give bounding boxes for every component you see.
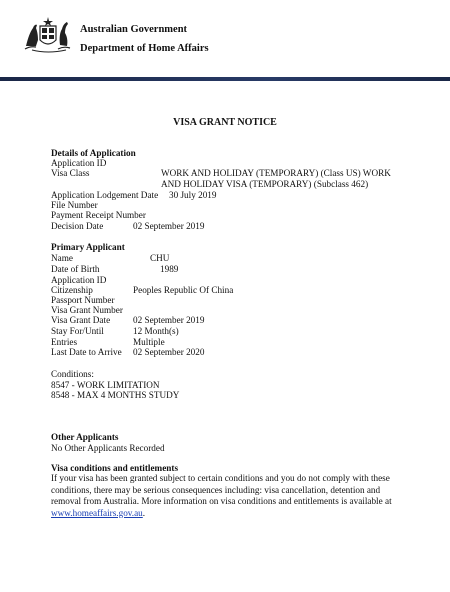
condition-item: 8548 - MAX 4 MONTHS STUDY [51,390,180,400]
decision-date-value: 02 September 2019 [133,221,205,231]
coat-of-arms-logo [22,16,74,54]
header-band [0,77,450,81]
visa-grant-date-value: 02 September 2019 [133,315,205,325]
lodgement-date-value: 30 July 2019 [169,190,217,200]
file-number-label: File Number [51,200,98,210]
citizenship-label: Citizenship [51,285,93,295]
details-heading: Details of Application [51,148,136,158]
dob-value: 1989 [160,264,179,274]
entitlements-text: If your visa has been granted subject to certain conditions and you do not comply with these conditions, there may be serious consequences including: visa cancellation, detention and removal from Australia. More information on visa conditions and entitlements is available at [51,473,392,506]
payment-receipt-label: Payment Receipt Number [51,210,146,220]
name-label: Name [51,253,73,263]
page-title: VISA GRANT NOTICE [173,117,277,128]
last-date-value: 02 September 2020 [133,347,205,357]
visa-class-value-line2: AND HOLIDAY VISA (TEMPORARY) (Subclass 462) [161,179,369,189]
application-id-label: Application ID [51,158,107,168]
stay-value: 12 Month(s) [133,326,179,336]
other-applicants-text: No Other Applicants Recorded [51,443,165,453]
visa-grant-number-label: Visa Grant Number [51,305,123,315]
visa-class-value-line1: WORK AND HOLIDAY (TEMPORARY) (Class US) WORK [161,168,391,178]
visa-class-label: Visa Class [51,168,90,178]
primary-applicant-heading: Primary Applicant [51,242,125,252]
homeaffairs-link[interactable]: www.homeaffairs.gov.au [51,507,143,518]
primary-application-id-label: Application ID [51,275,107,285]
condition-item: 8547 - WORK LIMITATION [51,380,160,390]
government-name: Australian Government [80,24,188,35]
entitlements-paragraph [51,473,401,519]
citizenship-value: Peoples Republic Of China [133,285,234,295]
department-name: Department of Home Affairs [80,43,209,54]
conditions-heading: Conditions: [51,369,94,379]
dob-label: Date of Birth [51,264,100,274]
lodgement-date-label: Application Lodgement Date [51,190,159,200]
entries-value: Multiple [133,337,165,347]
entries-label: Entries [51,337,78,347]
link-suffix: . [142,507,146,518]
decision-date-label: Decision Date [51,221,104,231]
other-applicants-heading: Other Applicants [51,432,119,442]
stay-label: Stay For/Until [51,326,104,336]
visa-grant-date-label: Visa Grant Date [51,315,111,325]
passport-number-label: Passport Number [51,295,115,305]
entitlements-heading: Visa conditions and entitlements [51,463,179,473]
last-date-label: Last Date to Arrive [51,347,122,357]
name-value: CHU [150,253,170,263]
